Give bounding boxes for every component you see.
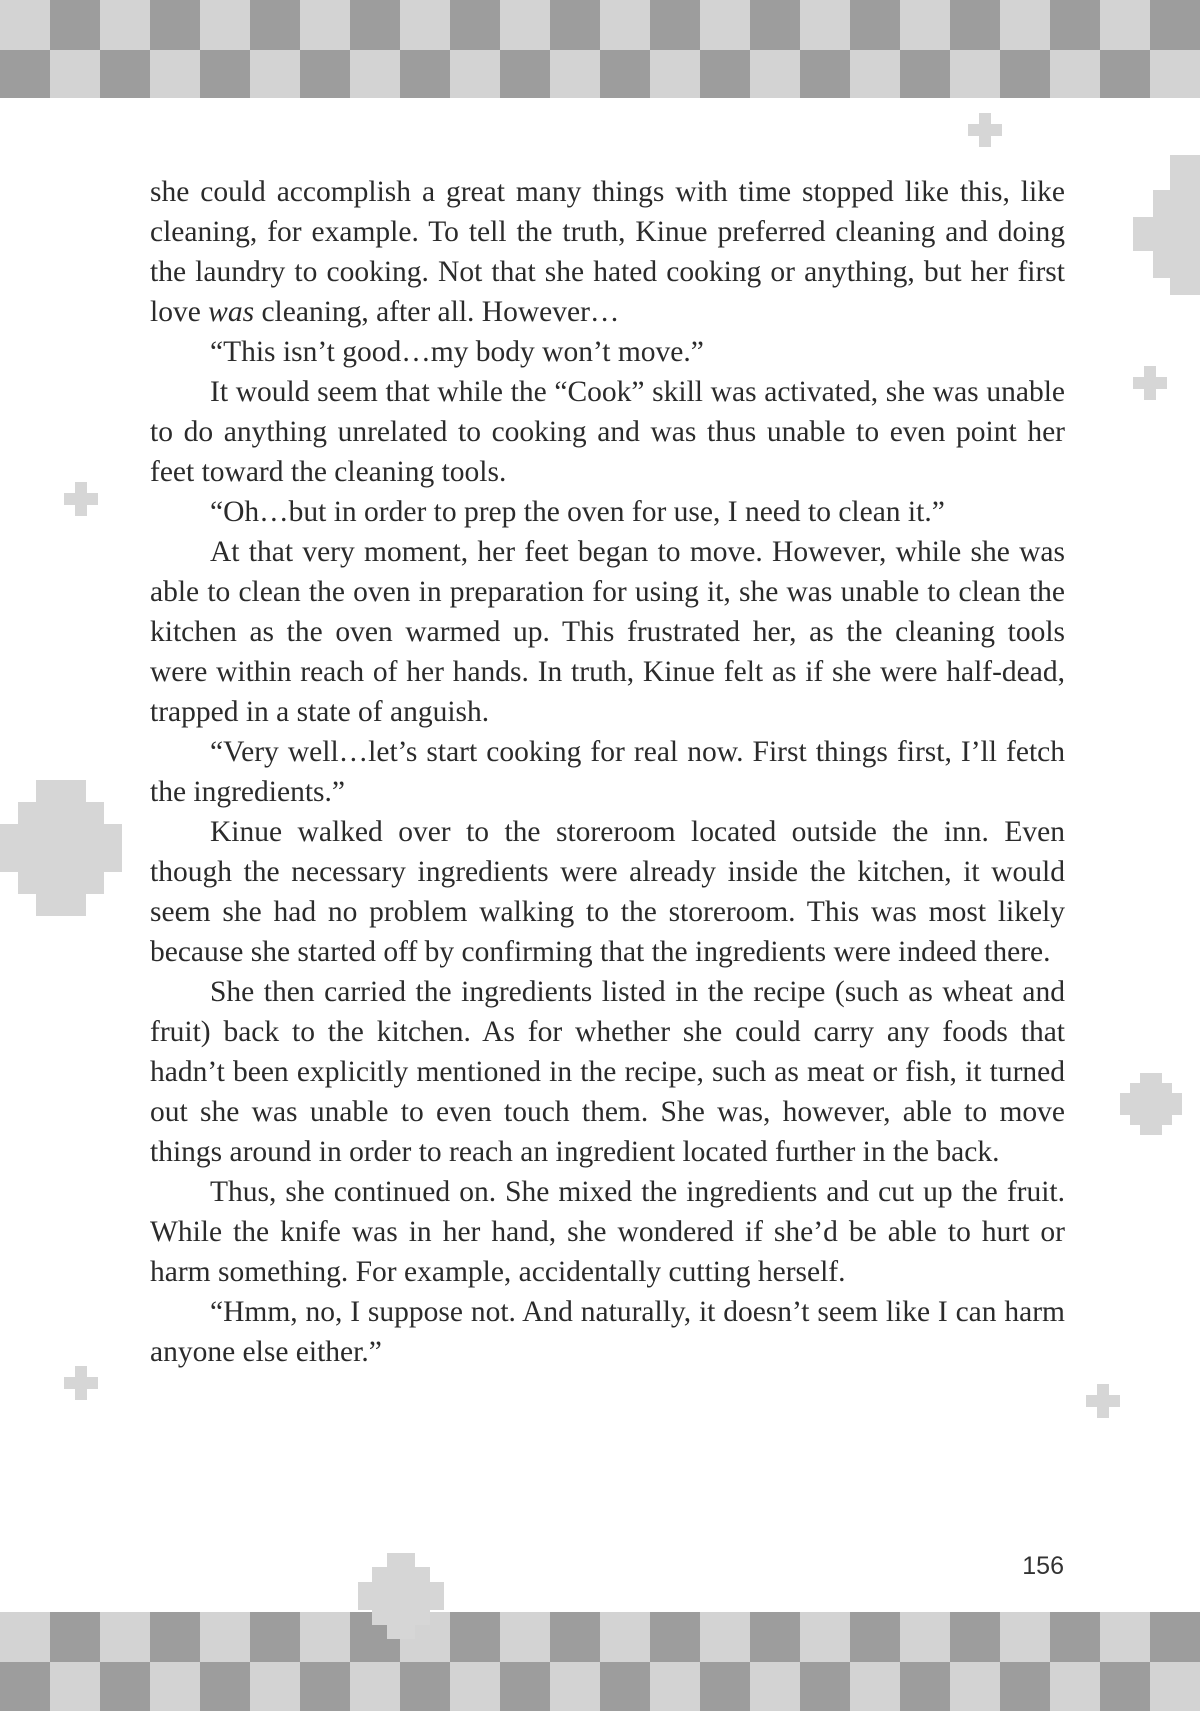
checker-square <box>200 0 250 50</box>
sparkle-icon <box>1133 366 1167 400</box>
checker-square <box>450 1662 500 1711</box>
checker-square <box>800 1612 850 1662</box>
checker-square <box>1000 50 1050 98</box>
checker-square <box>400 50 450 98</box>
checker-square <box>850 1662 900 1711</box>
sparkle-icon <box>64 1366 98 1400</box>
checker-square <box>850 1612 900 1662</box>
checker-square <box>1050 1612 1100 1662</box>
checker-square <box>500 1612 550 1662</box>
paragraph: She then carried the ingredients listed in the recipe (such as wheat and fruit) back to the kitchen. As for whether she could carry any foods that hadn’t been explicitly mentioned in the recipe, such as meat or fish, it turned out she was unable to even touch them. She was, however, able to move things around in order to reach an ingredient located further in the back. <box>150 976 1065 1168</box>
checker-square <box>50 1662 100 1711</box>
checker-square <box>700 1612 750 1662</box>
sparkle-icon <box>1133 155 1200 295</box>
paragraph: “This isn’t good…my body won’t move.” <box>210 336 704 368</box>
checker-square <box>300 50 350 98</box>
checker-square <box>750 50 800 98</box>
checker-square <box>100 0 150 50</box>
checker-square <box>200 1612 250 1662</box>
checker-square <box>950 0 1000 50</box>
bottom-checker-border <box>0 1612 1200 1711</box>
checker-square <box>100 1662 150 1711</box>
checker-square <box>150 50 200 98</box>
checker-square <box>750 1662 800 1711</box>
sparkle-icon <box>1120 1073 1182 1135</box>
checker-square <box>1150 50 1200 98</box>
checker-square <box>350 50 400 98</box>
checker-row <box>0 50 1200 98</box>
checker-square <box>800 0 850 50</box>
sparkle-icon <box>1086 1384 1120 1418</box>
checker-square <box>1050 50 1100 98</box>
checker-square <box>700 50 750 98</box>
checker-square <box>500 0 550 50</box>
checker-row <box>0 1612 1200 1662</box>
checker-square <box>1000 1662 1050 1711</box>
checker-square <box>150 1662 200 1711</box>
checker-square <box>150 0 200 50</box>
checker-square <box>900 0 950 50</box>
checker-square <box>950 50 1000 98</box>
checker-square <box>450 50 500 98</box>
checker-square <box>1100 1662 1150 1711</box>
checker-square <box>650 1612 700 1662</box>
checker-square <box>850 50 900 98</box>
checker-square <box>750 0 800 50</box>
checker-square <box>900 1662 950 1711</box>
checker-square <box>600 1612 650 1662</box>
checker-square <box>0 0 50 50</box>
sparkle-icon <box>358 1553 444 1639</box>
checker-square <box>550 50 600 98</box>
paragraph: “Very well…let’s start cooking for real now. First things first, I’ll fetch the ingredients.” <box>150 736 1065 808</box>
paragraph-text: she could accomplish a great many things with time stopped like this, like cleaning, for example. To tell the truth, Kinue preferred cleaning and doing the laundry to cooking. Not that she hated cooking or anything, but her first love <box>150 176 1065 328</box>
checker-square <box>800 1662 850 1711</box>
checker-square <box>650 50 700 98</box>
body-text <box>150 172 1065 1372</box>
checker-square <box>950 1612 1000 1662</box>
sparkle-icon <box>64 482 98 516</box>
checker-square <box>900 50 950 98</box>
checker-square <box>50 50 100 98</box>
checker-square <box>850 0 900 50</box>
checker-square <box>50 1612 100 1662</box>
top-checker-border <box>0 0 1200 98</box>
checker-square <box>50 0 100 50</box>
paragraph <box>150 172 1065 332</box>
checker-square <box>600 50 650 98</box>
checker-square <box>1150 1612 1200 1662</box>
checker-square <box>550 1662 600 1711</box>
checker-square <box>1050 1662 1100 1711</box>
checker-square <box>200 50 250 98</box>
checker-square <box>350 0 400 50</box>
checker-square <box>800 50 850 98</box>
checker-square <box>0 1612 50 1662</box>
checker-square <box>350 1662 400 1711</box>
sparkle-icon <box>0 780 122 916</box>
page-number: 156 <box>1022 1552 1064 1580</box>
checker-square <box>550 1612 600 1662</box>
checker-square <box>250 1612 300 1662</box>
checker-square <box>1100 0 1150 50</box>
checker-square <box>650 1662 700 1711</box>
checker-square <box>700 0 750 50</box>
checker-square <box>550 0 600 50</box>
checker-square <box>250 0 300 50</box>
paragraph: “Oh…but in order to prep the oven for use, I need to clean it.” <box>210 496 945 528</box>
paragraph: Kinue walked over to the storeroom located outside the inn. Even though the necessary ingredients were already inside the kitchen, it would seem she had no problem walking to the storeroom. This was most likely because she started off by confirming that the ingredients were indeed there. <box>150 816 1065 968</box>
checker-square <box>500 1662 550 1711</box>
checker-square <box>100 1612 150 1662</box>
checker-square <box>400 1662 450 1711</box>
checker-square <box>500 50 550 98</box>
checker-square <box>1100 1612 1150 1662</box>
checker-square <box>1000 1612 1050 1662</box>
checker-square <box>250 50 300 98</box>
checker-square <box>1150 1662 1200 1711</box>
paragraph: At that very moment, her feet began to move. However, while she was able to clean the oven in preparation for using it, she was unable to clean the kitchen as the oven warmed up. This frustrated her, as the cleaning tools were within reach of her hands. In truth, Kinue felt as if she were half-dead, trapped in a state of anguish. <box>150 536 1065 728</box>
paragraph: “Hmm, no, I suppose not. And naturally, it doesn’t seem like I can harm anyone else either.” <box>150 1296 1065 1368</box>
checker-square <box>600 0 650 50</box>
checker-row <box>0 0 1200 50</box>
checker-square <box>1000 0 1050 50</box>
checker-square <box>150 1612 200 1662</box>
paragraph-text: cleaning, after all. However… <box>254 296 620 328</box>
checker-square <box>450 1612 500 1662</box>
emphasis-text: was <box>208 296 255 328</box>
checker-square <box>750 1612 800 1662</box>
checker-square <box>100 50 150 98</box>
checker-square <box>1050 0 1100 50</box>
paragraph: It would seem that while the “Cook” skill was activated, she was unable to do anything unrelated to cooking and was thus unable to even point her feet toward the cleaning tools. <box>150 376 1065 488</box>
checker-square <box>0 50 50 98</box>
checker-square <box>950 1662 1000 1711</box>
checker-square <box>700 1662 750 1711</box>
checker-row <box>0 1662 1200 1711</box>
checker-square <box>600 1662 650 1711</box>
checker-square <box>300 0 350 50</box>
checker-square <box>1100 50 1150 98</box>
checker-square <box>400 0 450 50</box>
checker-square <box>300 1662 350 1711</box>
sparkle-icon <box>968 113 1002 147</box>
checker-square <box>650 0 700 50</box>
checker-square <box>1150 0 1200 50</box>
checker-square <box>900 1612 950 1662</box>
checker-square <box>300 1612 350 1662</box>
checker-square <box>450 0 500 50</box>
paragraph: Thus, she continued on. She mixed the ingredients and cut up the fruit. While the knife was in her hand, she wondered if she’d be able to hurt or harm something. For example, accidentally cutting herself. <box>150 1176 1065 1288</box>
checker-square <box>250 1662 300 1711</box>
checker-square <box>0 1662 50 1711</box>
checker-square <box>200 1662 250 1711</box>
